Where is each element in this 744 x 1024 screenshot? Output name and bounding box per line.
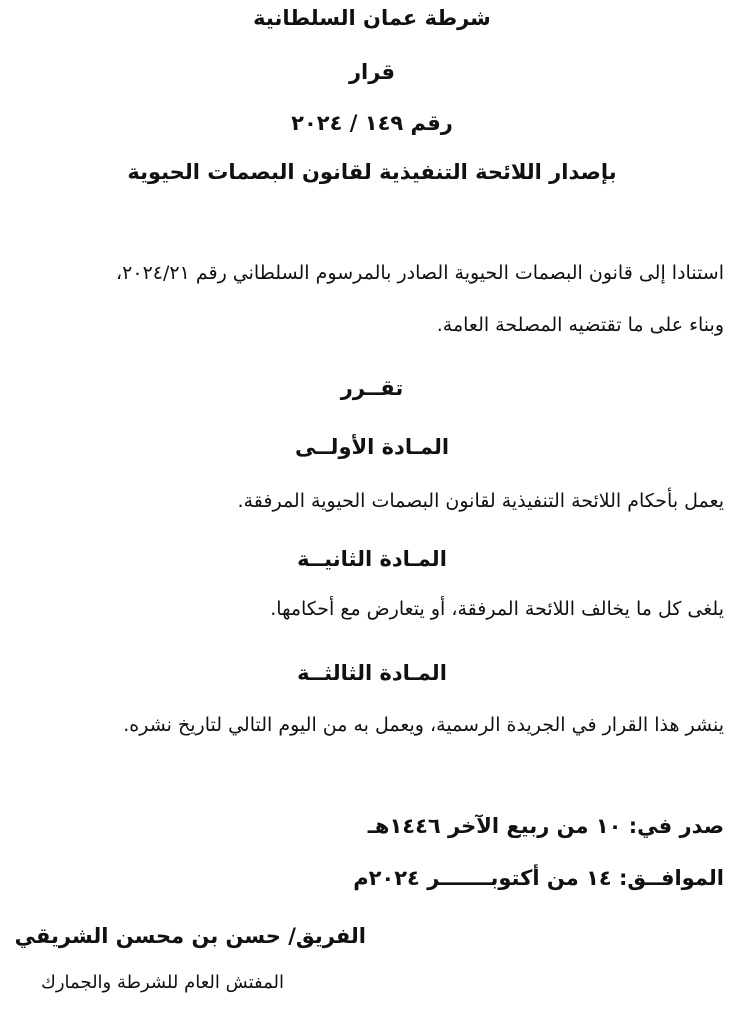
authority-name: شرطة عمان السلطانية bbox=[253, 6, 491, 30]
issued-gregorian-date: الموافــق: ١٤ من أكتوبـــــــر ٢٠٢٤م bbox=[353, 866, 724, 890]
preamble-line-2: وبناء على ما تقتضيه المصلحة العامة. bbox=[436, 314, 724, 336]
article-2-title: المـادة الثانيــة bbox=[297, 547, 447, 571]
signatory-title: المفتش العام للشرطة والجمارك bbox=[41, 972, 284, 993]
decree-subject: بإصدار اللائحة التنفيذية لقانون البصمات الحيوية bbox=[127, 160, 617, 184]
document-type: قرار bbox=[348, 60, 396, 84]
article-2-text: يلغى كل ما يخالف اللائحة المرفقة، أو يتعارض مع أحكامها. bbox=[270, 598, 724, 620]
article-1-text: يعمل بأحكام اللائحة التنفيذية لقانون البصمات الحيوية المرفقة. bbox=[237, 490, 724, 512]
decides-heading: تقــرر bbox=[340, 376, 404, 400]
article-3-title: المـادة الثالثــة bbox=[297, 661, 447, 685]
article-3-text: ينشر هذا القرار في الجريدة الرسمية، ويعمل به من اليوم التالي لتاريخ نشره. bbox=[123, 714, 724, 736]
preamble-line-1: استنادا إلى قانون البصمات الحيوية الصادر بالمرسوم السلطاني رقم ٢٠٢٤/٢١، bbox=[116, 262, 724, 284]
issued-hijri-date: صدر في: ١٠ من ربيع الآخر ١٤٤٦هـ bbox=[367, 814, 724, 838]
article-1-title: المـادة الأولــى bbox=[294, 435, 450, 459]
decree-number: رقم ١٤٩ / ٢٠٢٤ bbox=[291, 111, 453, 135]
signatory-name: الفريق/ حسن بن محسن الشريقي bbox=[14, 924, 366, 948]
